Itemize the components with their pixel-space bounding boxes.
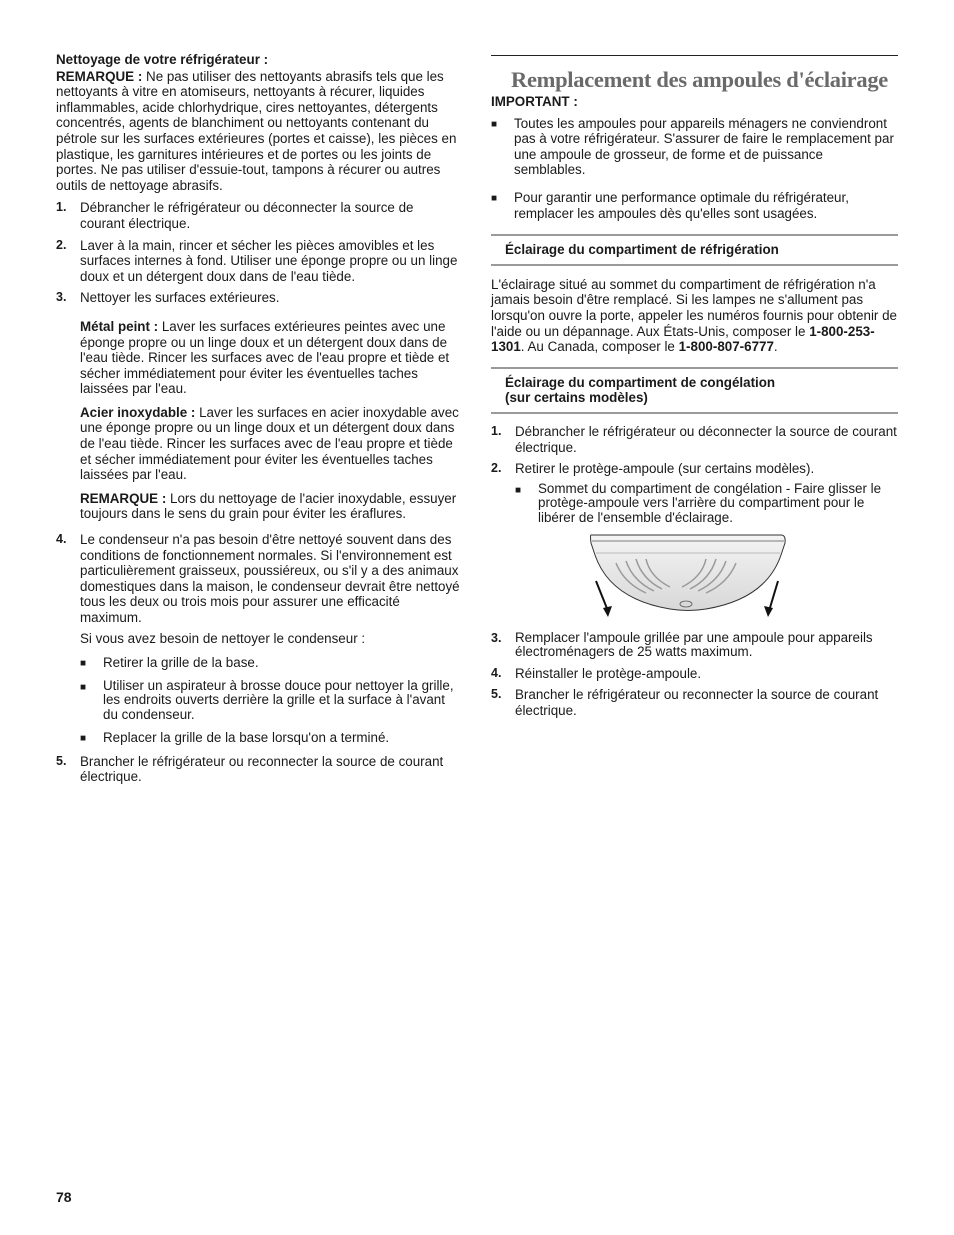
stainless-remark <box>80 491 461 522</box>
stainless-paragraph <box>80 405 461 483</box>
step-text: Retirer le protège-ampoule (sur certains modèles). <box>515 461 815 477</box>
important-bullet-list <box>491 116 898 222</box>
cleaning-step-4 <box>56 532 461 746</box>
note-text: Ne pas utiliser des nettoyants abrasifs tels que les nettoyants à vitre en atomiseurs, nettoyants à récurer, liquides inflammables, acide chlorhydrique, cires nettoyantes, détergents concentrés, agents de blanchiment ou nettoyants contenant du pétrole sur les surfaces extérieures (portes et caisse), les pièces en plastique, les garnitures intérieures et de portes ou les joints de portes. Ne pas utiliser d'essuie-tout, tampons à récurer ou autres outils de nettoyage abrasifs. <box>56 68 457 193</box>
stainless-text: Laver les surfaces en acier inoxydable avec une éponge propre ou un linge doux et un détergent doux dans de l'eau tiède. Rincer les surfaces avec de l'eau propre et tiède et sécher immédiatement pour éviter les éventuelles taches laissées par l'eau. <box>80 404 459 483</box>
step-number: 1. <box>56 200 67 215</box>
list-item <box>491 116 898 178</box>
condenser-bullet-list <box>80 655 461 745</box>
step-text: Le condenseur n'a pas besoin d'être nettoyé souvent dans des conditions de fonctionnement normales. Si l'environnement est particulièrement graisseux, poussiéreux, ou s'il y a des animaux domestiques dans la maison, le condenseur devrait être nettoyé tous les deux ou trois mois pour assurer une efficacité maximum. <box>80 532 460 625</box>
step-text: Débrancher le réfrigérateur ou déconnecter la source de courant électrique. <box>515 423 897 455</box>
paragraph-text: . Au Canada, composer le <box>520 339 679 355</box>
cleaning-note <box>56 69 461 194</box>
painted-metal-label: Métal peint : <box>80 318 159 334</box>
list-item <box>80 730 461 746</box>
important-label: IMPORTANT : <box>491 94 578 109</box>
step-text: Débrancher le réfrigérateur ou déconnecter la source de courant électrique. <box>80 200 414 231</box>
title-divider <box>491 55 898 56</box>
refrigeration-light-paragraph <box>491 277 898 355</box>
step-number: 4. <box>491 665 502 680</box>
bullet-text: Utiliser un aspirateur à brosse douce pour nettoyer la grille, les endroits ouverts derrière la grille et la surface à l'avant du condenseur. <box>103 677 454 722</box>
section-title: Éclairage du compartiment de réfrigération <box>505 242 779 258</box>
page-title: Remplacement des ampoules d'éclairage <box>511 67 888 92</box>
section-title-line: (sur certains modèles) <box>505 390 648 406</box>
list-item <box>80 655 461 671</box>
step-text: Brancher le réfrigérateur ou reconnecter la source de courant électrique. <box>80 753 444 785</box>
left-column <box>56 52 461 791</box>
cleaning-step-3 <box>56 290 461 522</box>
bullet-text: Sommet du compartiment de congélation - Faire glisser le protège-ampoule vers l'arrière du compartiment pour le libérer de l'ensemble d'éclairage. <box>538 480 882 525</box>
cleaning-step-1 <box>56 200 461 231</box>
phone-number-canada: 1-800-807-6777 <box>678 339 774 355</box>
freezer-step-5 <box>491 687 898 718</box>
freezer-step-3 <box>491 631 898 660</box>
step-number: 4. <box>56 532 67 547</box>
square-bullet-icon: ■ <box>491 192 498 204</box>
square-bullet-icon: ■ <box>491 118 498 130</box>
bullet-text: Replacer la grille de la base lorsqu'on a terminé. <box>103 730 390 745</box>
note-label: REMARQUE : <box>56 68 143 84</box>
paragraph-text: . <box>773 339 778 355</box>
painted-metal-paragraph <box>80 319 461 397</box>
square-bullet-icon: ■ <box>80 658 87 670</box>
step-number: 3. <box>491 630 502 645</box>
step-text: Réinstaller le protège-ampoule. <box>515 665 702 681</box>
freezer-step-2 <box>491 461 898 525</box>
step-text: Laver à la main, rincer et sécher les pièces amovibles et les surfaces internes à fond. Utiliser une éponge propre ou un linge doux et un détergent doux dans de l'eau tiède. <box>80 237 458 284</box>
stainless-label: Acier inoxydable : <box>80 404 196 420</box>
step-number: 2. <box>491 461 502 476</box>
phone-number-us: 1-800-253-1301 <box>491 323 875 355</box>
step-number: 2. <box>56 237 67 252</box>
bullet-text: Retirer la grille de la base. <box>103 655 259 671</box>
step-text: Brancher le réfrigérateur ou reconnecter la source de courant électrique. <box>515 687 879 718</box>
list-item <box>491 190 898 221</box>
right-column <box>491 55 898 725</box>
page-number: 78 <box>56 1189 72 1205</box>
paragraph-text: L'éclairage situé au sommet du compartiment de réfrigération n'a jamais besoin d'être remplacé. Si les lampes ne s'allument pas lorsqu'on ouvre la porte, appeler les numéros fournis pour obtenir de l'aide ou un dépannage. Aux États-Unis, composer le <box>491 276 898 339</box>
square-bullet-icon: ■ <box>80 733 87 744</box>
step-text: Nettoyer les surfaces extérieures. <box>80 290 280 306</box>
square-bullet-icon: ■ <box>515 484 522 496</box>
freezer-step-4 <box>491 666 898 682</box>
step-number: 3. <box>56 290 67 305</box>
cleaning-step-5 <box>56 754 461 785</box>
cleaning-heading: Nettoyage de votre réfrigérateur : <box>56 52 269 67</box>
remark-text: Lors du nettoyage de l'acier inoxydable, essuyer toujours dans le sens du grain pour éviter les éraflures. <box>80 490 457 522</box>
cleaning-step-2 <box>56 238 461 285</box>
condenser-intro: Si vous avez besoin de nettoyer le condenseur : <box>80 630 366 646</box>
square-bullet-icon: ■ <box>80 681 87 693</box>
step-text: Remplacer l'ampoule grillée par une ampoule pour appareils électroménagers de 25 watts maximum. <box>515 629 873 660</box>
painted-metal-text: Laver les surfaces extérieures peintes avec une éponge propre ou un linge doux et un détergent doux dans de l'eau tiède. Rincer les surfaces avec de l'eau propre et tiède et sécher immédiatement pour éviter les éventuelles taches laissées par l'eau. <box>80 318 450 397</box>
freezer-step-1 <box>491 424 898 455</box>
list-item <box>80 679 461 722</box>
step-number: 5. <box>56 753 67 768</box>
bullet-text: Toutes les ampoules pour appareils ménagers ne conviendront pas à votre réfrigérateur. S'assurer de faire le remplacement par une ampoule de grosseur, de forme et de puissance semblables. <box>514 115 894 178</box>
section-refrigeration-light-heading <box>491 234 898 266</box>
step-number: 1. <box>491 423 502 438</box>
freezer-steps <box>491 424 898 719</box>
bullet-text: Pour garantir une performance optimale du réfrigérateur, remplacer les ampoules dès qu'elles sont usagées. <box>514 189 849 221</box>
remark-label: REMARQUE : <box>80 490 167 506</box>
section-title-line: Éclairage du compartiment de congélation <box>505 374 776 390</box>
light-shield-illustration <box>586 531 796 621</box>
list-item <box>515 482 898 525</box>
section-freezer-light-heading <box>491 367 898 414</box>
step-number: 5. <box>491 687 502 702</box>
